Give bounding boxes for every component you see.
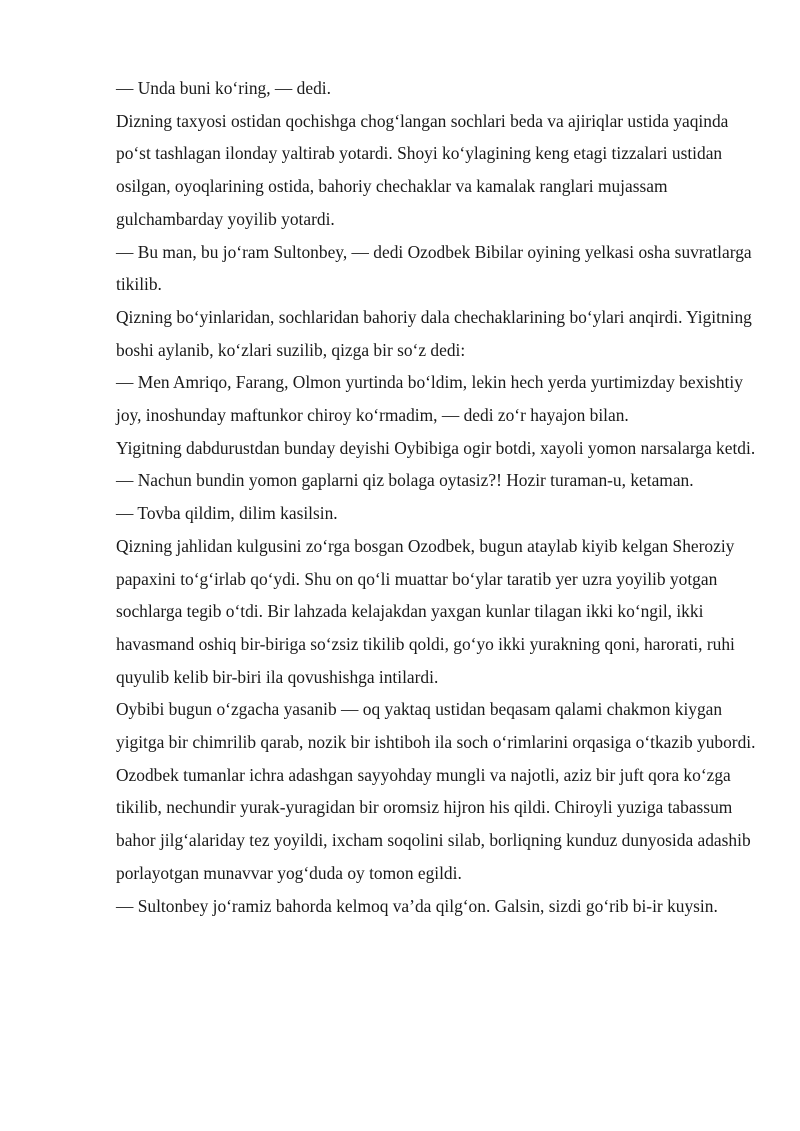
paragraph: — Unda buni ko‘ring, — dedi. (116, 78, 331, 98)
paragraph: Qizning jahlidan kulgusini zo‘rga bosgan Ozodbek, bugun ataylab kiyib kelgan Sheroziy papaxini to‘g‘irlab qo‘ydi. Shu on qo‘li muattar bo‘ylar taratib yer uzra yoyilib yotgan sochlarga tegib o‘tdi. Bir lahzada kelajakdan yaxgan kunlar tilagan ikki ko‘ngil, ikki havasmand oshiq bir-biriga so‘zsiz tikilib qoldi, go‘yo ikki yurakning qoni, harorati, ruhi quyulib kelib bir-biri ila qovushishga intilardi. (116, 535, 735, 687)
body-text (116, 72, 756, 922)
paragraph: — Nachun bundin yomon gaplarni qiz bolaga oytasiz?! Hozir turaman-u, ketaman. (116, 470, 694, 491)
paragraph: Qizning bo‘yinlaridan, sochlaridan bahoriy dala chechaklarining bo‘ylari anqirdi. Yigitning boshi aylanib, ko‘zlari suzilib, qizga bir so‘z dedi: (116, 306, 752, 360)
paragraph: Yigitning dabdurustdan bunday deyishi Oybibiga ogir botdi, xayoli yomon narsalarga ketdi. (116, 437, 756, 458)
paragraph: — Tovba qildim, dilim kasilsin. (116, 503, 338, 524)
paragraph: — Sultonbey jo‘ramiz bahorda kelmoq va’da qilg‘on. Galsin, sizdi go‘rib bi-ir kuysin. (116, 895, 718, 916)
paragraph: Dizning taxyosi ostidan qochishga chog‘langan sochlari beda va ajiriqlar ustida yaqinda po‘st tashlagan ilonday yaltirab yotardi. Shoyi ko‘ylagining keng etagi tizzalari ustidan osilgan, oyoqlarining ostida, bahoriy chechaklar va kamalak ranglari mujassam gulchambarday yoyilib yotardi. (116, 110, 729, 229)
paragraph: Oybibi bugun o‘zgacha yasanib — oq yaktaq ustidan beqasam qalami chakmon kiygan yigitga bir chimrilib qarab, nozik bir ishtiboh ila soch o‘rimlarini orqasiga o‘tkazib yubordi. Ozodbek tumanlar ichra adashgan sayyohday mungli va najotli, aziz bir juft qora ko‘zga tikilib, nechundir yurak-yuragidan bir oromsiz hijron his qildi. Chiroyli yuziga tabassum bahor jilg‘alariday tez yoyildi, ixcham soqolini silab, borliqning kunduz dunyosida adashib porlayotgan munavvar yog‘duda oy tomon egildi. (116, 699, 756, 883)
paragraph: — Bu man, bu jo‘ram Sultonbey, — dedi Ozodbek Bibilar oyining yelkasi osha suvratlarga tikilib. (116, 241, 752, 295)
paragraph: — Men Amriqo, Farang, Olmon yurtinda bo‘ldim, lekin hech yerda yurtimizday bexishtiy joy, inoshunday maftunkor chiroy ko‘rmadim, — dedi zo‘r hayajon bilan. (116, 372, 743, 426)
